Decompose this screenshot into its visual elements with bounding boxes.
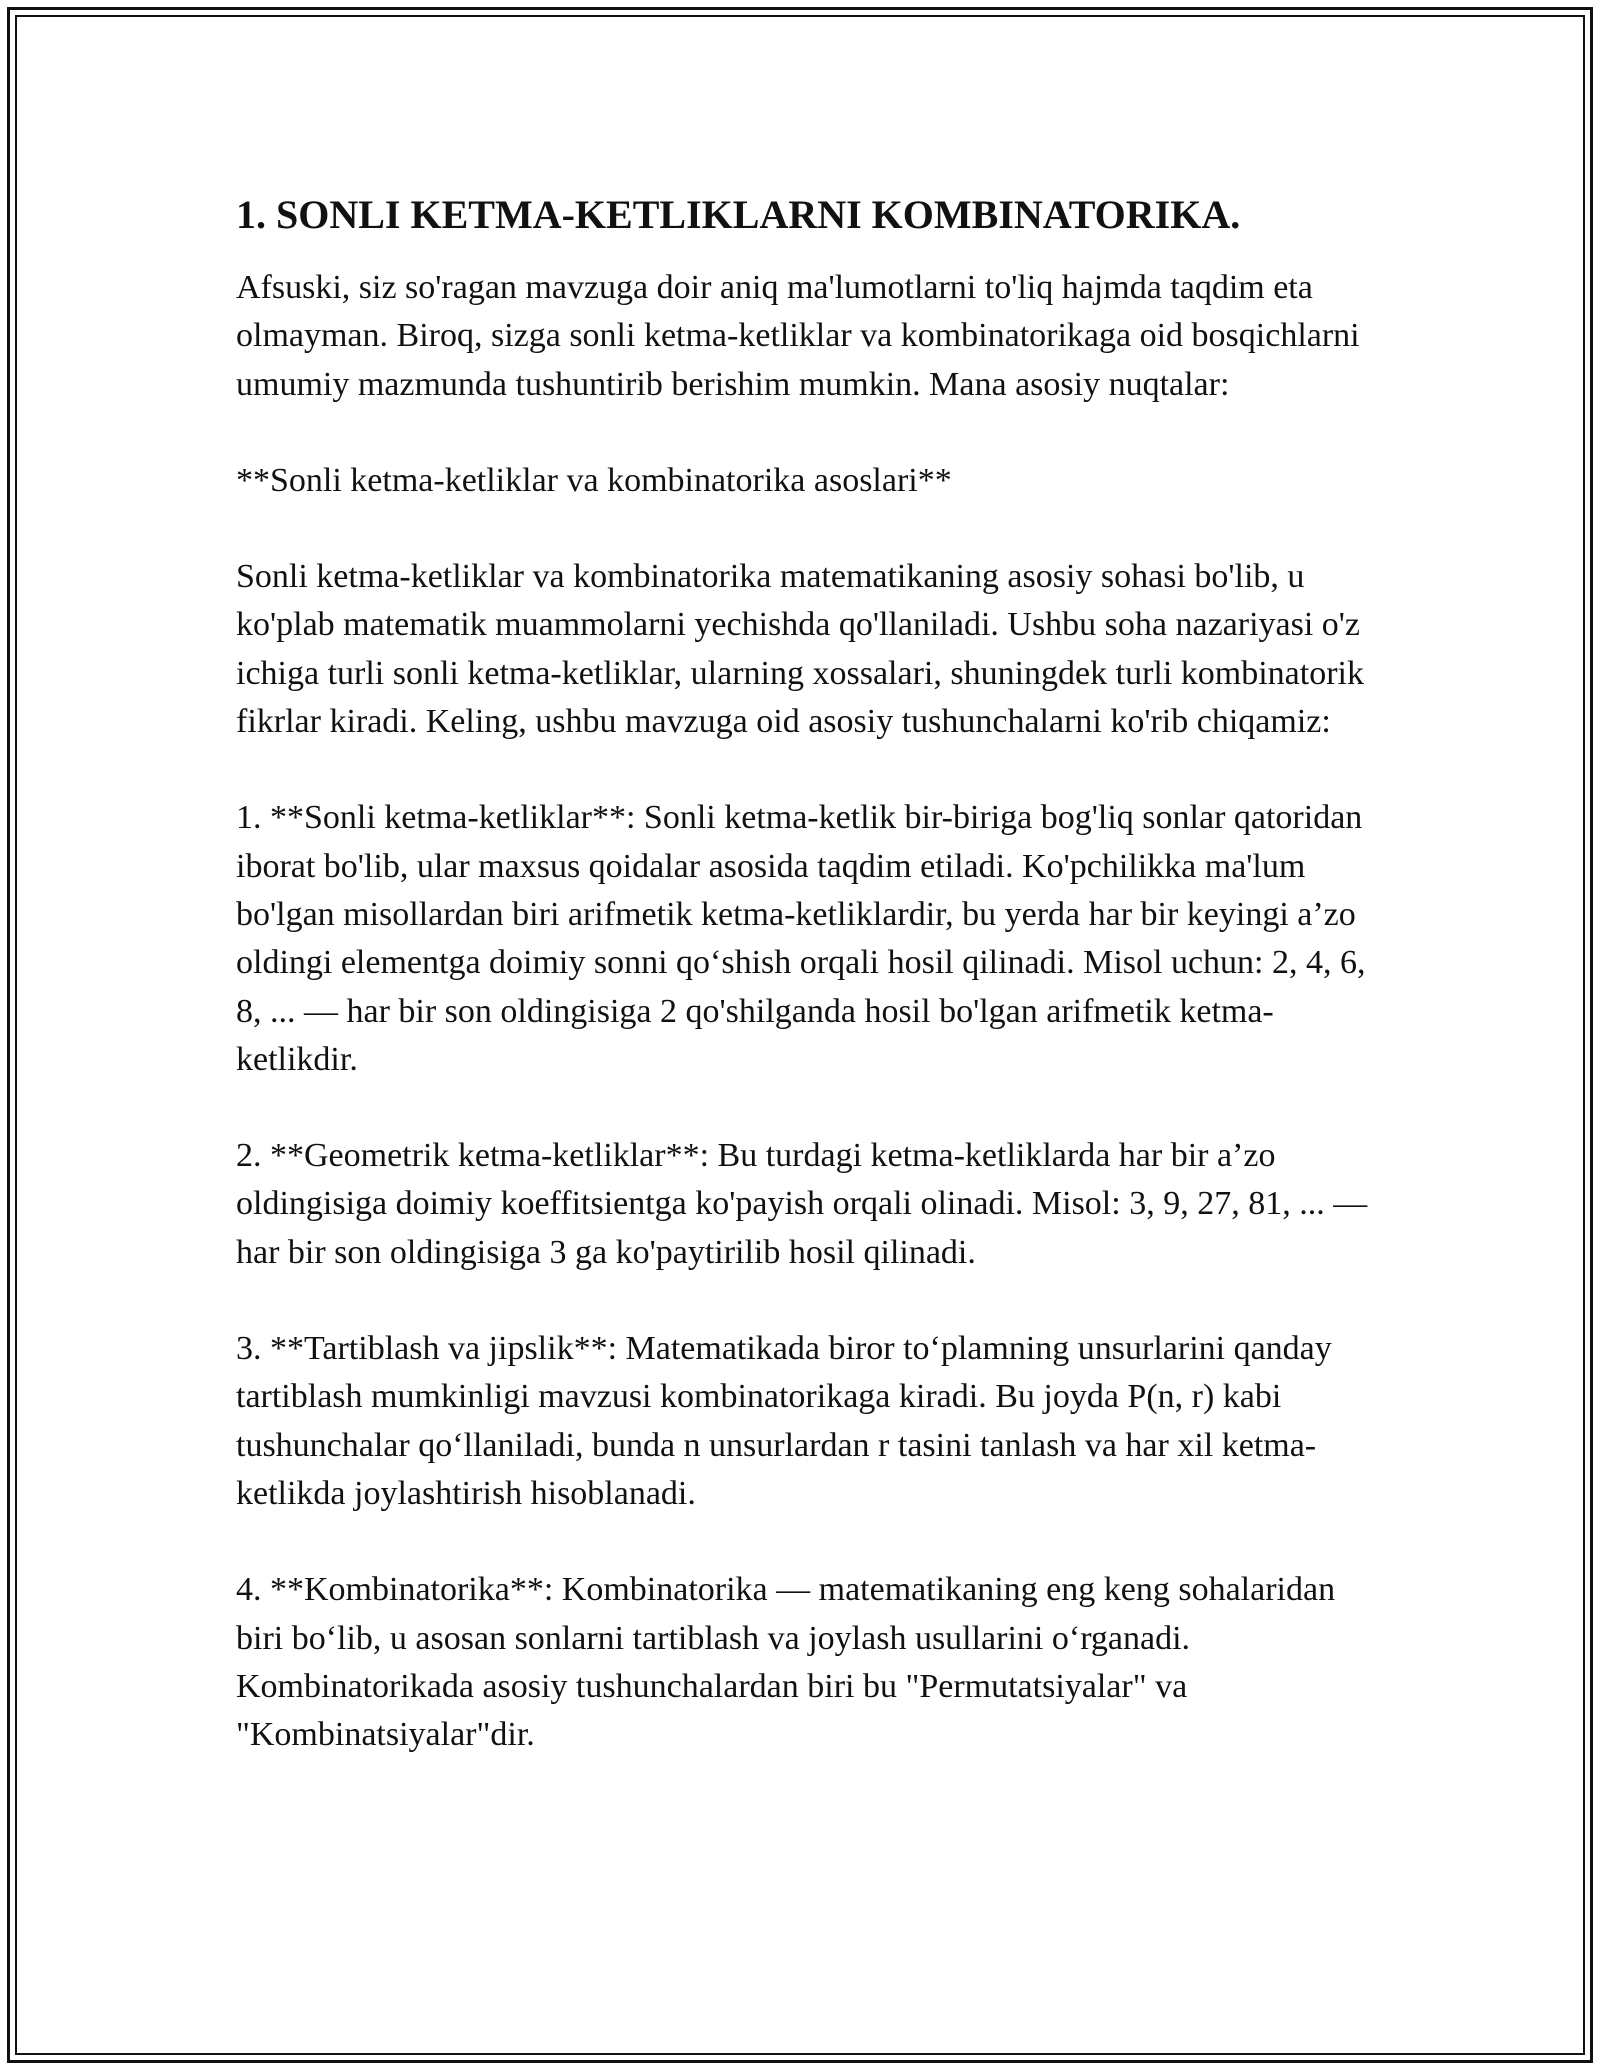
paragraph-subheading: **Sonli ketma-ketliklar va kombinatorika asoslari** xyxy=(236,461,952,499)
paragraph-item-2: 2. **Geometrik ketma-ketliklar**: Bu turdagi ketma-ketliklarda har bir a’zo oldingisiga doimiy koeffitsientga ko'payish orqali olinadi. Misol: 3, 9, 27, 81, ... — har bir son oldingisiga 3 ga ko'paytirilib hosil qilinadi. xyxy=(236,1137,1368,1271)
paragraph-overview: Sonli ketma-ketliklar va kombinatorika matematikaning asosiy sohasi bo'lib, u ko'plab matematik muammolarni yechishda qo'llaniladi. Ushbu soha nazariyasi o'z ichiga turli sonli ketma-ketliklar, ularning xossalari, shuningdek turli kombinatorik fikrlar kiradi. Keling, ushbu mavzuga oid asosiy tushunchalarni ko'rib chiqamiz: xyxy=(236,558,1364,741)
paragraph-intro: Afsuski, siz so'ragan mavzuga doir aniq ma'lumotlarni to'liq hajmda taqdim eta olmayman. Biroq, sizga sonli ketma-ketliklar va kombinatorikaga oid bosqichlarni umumiy mazmunda tushuntirib berishim mumkin. Mana asosiy nuqtalar: xyxy=(236,269,1360,403)
document-page xyxy=(236,188,1376,1807)
document-title: 1. SONLI KETMA-KETLIKLARNI KOMBINATORIKA. xyxy=(236,192,1241,237)
paragraph-item-3: 3. **Tartiblash va jipslik**: Matematikada biror to‘plamning unsurlarini qanday tartiblash mumkinligi mavzusi kombinatorikaga kiradi. Bu joyda P(n, r) kabi tushunchalar qo‘llaniladi, bunda n unsurlardan r tasini tanlash va har xil ketma-ketlikda joylashtirish hisoblanadi. xyxy=(236,1330,1332,1512)
paragraph-item-4: 4. **Kombinatorika**: Kombinatorika — matematikaning eng keng sohalaridan biri bo‘lib, u asosan sonlarni tartiblash va joylash usullarini o‘rganadi. Kombinatorikada asosiy tushunchalardan biri bu "Permutatsiyalar" va "Kombinatsiyalar"dir. xyxy=(236,1571,1336,1754)
paragraph-item-1: 1. **Sonli ketma-ketliklar**: Sonli ketma-ketlik bir-biriga bog'liq sonlar qatoridan iborat bo'lib, ular maxsus qoidalar asosida taqdim etiladi. Ko'pchilikka ma'lum bo'lgan misollardan biri arifmetik ketma-ketliklardir, bu yerda har bir keyingi a’zo oldingi elementga doimiy sonni qo‘shish orqali hosil qilinadi. Misol uchun: 2, 4, 6, 8, ... — har bir son oldingisiga 2 qo'shilganda hosil bo'lgan arifmetik ketma-ketlikdir. xyxy=(236,799,1366,1078)
